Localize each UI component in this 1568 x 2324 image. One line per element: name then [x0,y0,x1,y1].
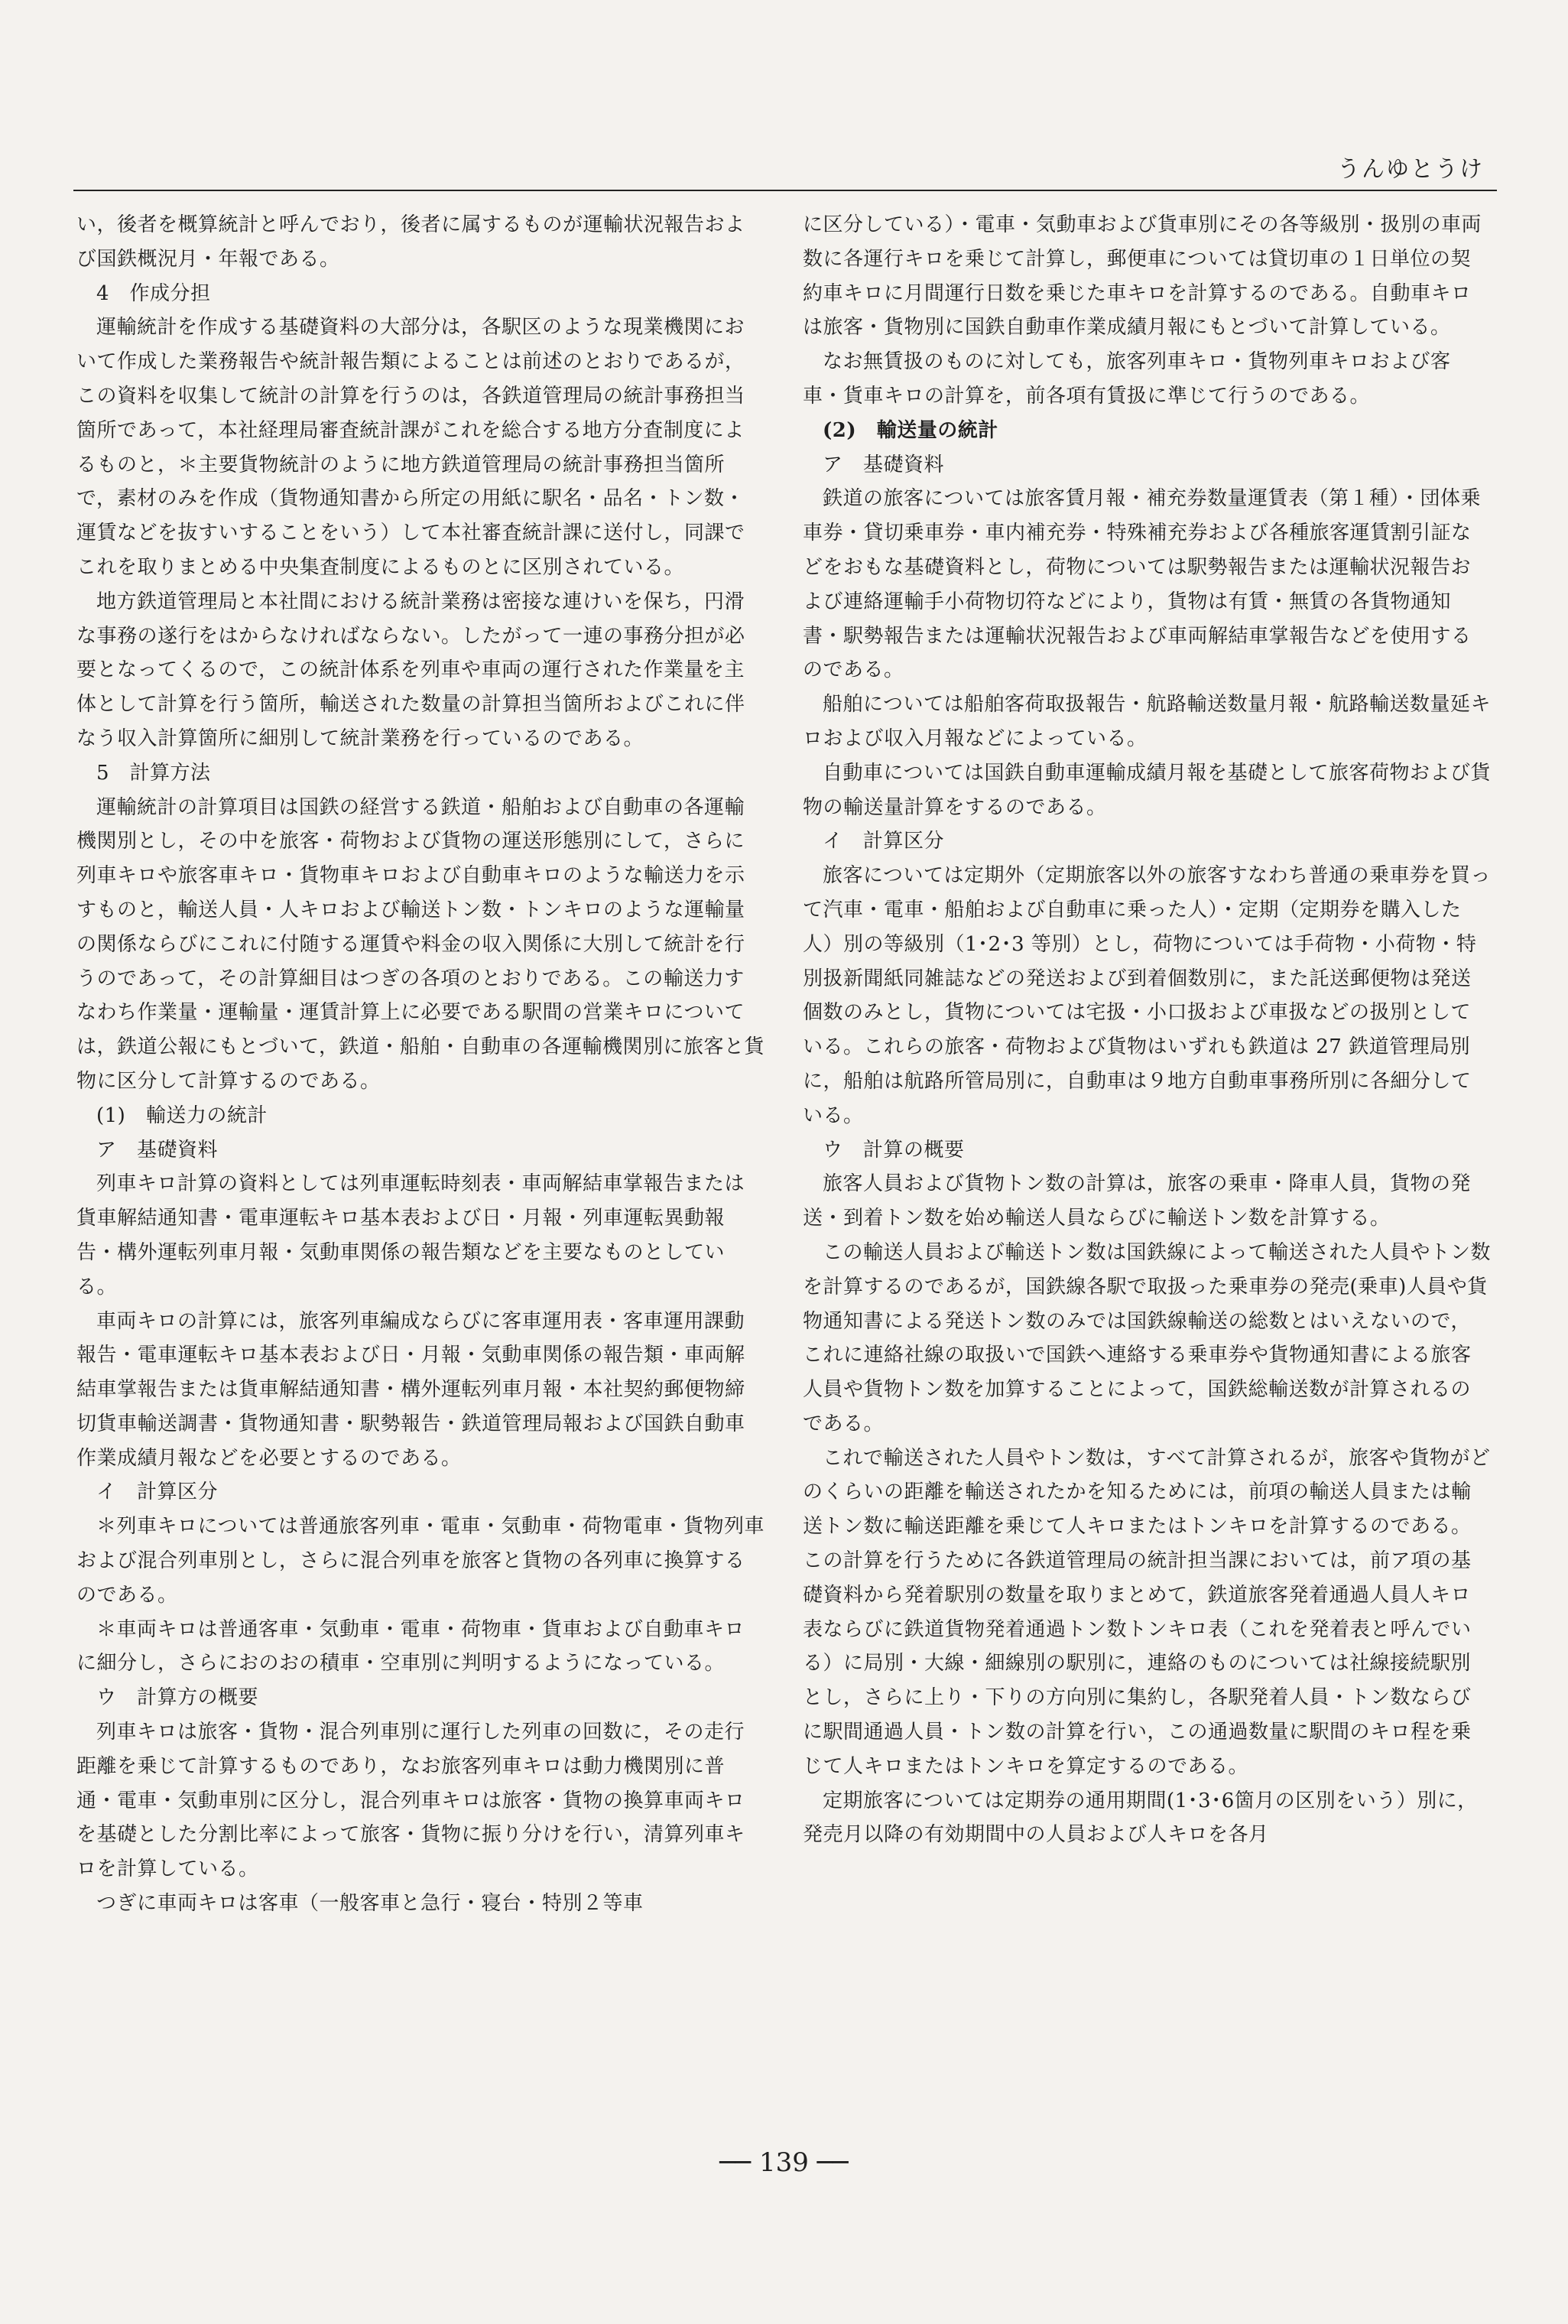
paragraph: 運輸統計を作成する基礎資料の大部分は，各駅区のような現業機関において作成した業務報告や統計報告類によることは前述のとおりであるが，この資料を収集して統計の計算を行うのは，各鉄道管理局の統計事務担当箇所であって，本社経理局審査統計課がこれを総合する地方分査制度によるものと，＊主要貨物統計のように地方鉄道管理局の統計事務担当箇所で，素材のみを作成（貨物通知書から所定の用紙に駅名・品名・トン数・運賃などを抜すいすることをいう）して本社審査統計課に送付し，同課でこれを取りまとめる中央集査制度によるものとに区別されている。 [76,316,745,579]
paragraph: つぎに車両キロは客車（一般客車と急行・寝台・特別２等車 [96,1892,644,1916]
running-header: うんゆとうけ [1337,156,1484,183]
paragraph: 鉄道の旅客については旅客賃月報・補充券数量運賃表（第１種）・団体乗車券・貸切乗車券・車内補充券・特殊補充券および各種旅客運賃割引証などをおもな基礎資料とし，荷物については駅勢報告または運輸状況報告および連絡運輸手小荷物切符などにより，貨物は有賃・無賃の各貨物通知書・駅勢報告または運輸状況報告および車両解結車掌報告などを使用するのである。 [803,487,1481,682]
paragraph: 自動車については国鉄自動車運輸成績月報を基礎として旅客荷物および貨物の輸送量計算をするのである。 [803,761,1491,819]
header-rule [73,190,1497,191]
paragraph: ＊列車キロについては普通旅客列車・電車・気動車・荷物電車・貨物列車および混合列車別とし，さらに混合列車を旅客と貨物の各列車に換算するのである。 [76,1515,765,1607]
paragraph: 列車キロは旅客・貨物・混合列車別に運行した列車の回数に，その走行距離を乗じて計算するものであり，なお旅客列車キロは動力機関別に普通・電車・気動車別に区分し，混合列車キロは旅客・貨物の換算車両キロを基礎とした分割比率によって旅客・貨物に振り分けを行い，清算列車キロを計算している。 [76,1721,745,1881]
page-number: ── 139 ── [719,2147,849,2178]
section-heading: 4 作成分担 [96,281,211,305]
paragraph: 車両キロの計算には，旅客列車編成ならびに客車運用表・客車運用課動報告・電車運転キロ基本表および日・月報・気動車関係の報告類・車両解結車掌報告または貨車解結通知書・構外運転列車月報・本社契約郵便物締切貨車輸送調書・貨物通知書・駅勢報告・鉄道管理局報および国鉄自動車作業成績月報などを必要とするのである。 [76,1309,745,1470]
paragraph: これで輸送された人員やトン数は，すべて計算されるが，旅客や貨物がどのくらいの距離を輸送されたかを知るためには，前項の輸送人員または輸送トン数に輸送距離を乗じて人キロまたはトンキロを計算するのである。この計算を行うために各鉄道管理局の統計担当課においては，前ア項の基礎資料から発着駅別の数量を取りまとめて，鉄道旅客発着通過人員人キロ表ならびに鉄道貨物発着通過トン数トンキロ表（これを発着表と呼んでいる）に局別・大線・細線別の駅別に，連絡のものについては社線接続駅別とし，さらに上り・下りの方向別に集約し，各駅発着人員・トン数ならびに駅間通過人員・トン数の計算を行い，この通過数量に駅間のキロ程を乗じて人キロまたはトンキロを算定するのである。 [803,1446,1491,1778]
paragraph: 旅客については定期外（定期旅客以外の旅客すなわち普通の乗車券を買って汽車・電車・船舶および自動車に乗った人）・定期（定期券を購入した人）別の等級別（1･2･3 等別）とし，荷物については手荷物・小荷物・特別扱新聞紙同雑誌などの発送および到着個数別に，また託送郵便物は発送個数のみとし，貨物については宅扱・小口扱および車扱などの扱別としている。これらの旅客・荷物および貨物はいずれも鉄道は 27 鉄道管理局別に，船舶は航路所管局別に，自動車は９地方自動車事務所別に各細分している。 [803,864,1491,1127]
paragraph: なお無賃扱のものに対しても，旅客列車キロ・貨物列車キロおよび客車・貨車キロの計算を，前各項有賃扱に準じて行うのである。 [803,350,1451,408]
paragraph: 運輸統計の計算項目は国鉄の経営する鉄道・船舶および自動車の各運輸機関別とし，その中を旅客・荷物および貨物の運送形態別にして，さらに列車キロや旅客車キロ・貨物車キロおよび自動車キロのような輸送力を示すものと，輸送人員・人キロおよび輸送トン数・トンキロのような運輸量の関係ならびにこれに付随する運賃や料金の収入関係に大別して統計を行うのであって，その計算細目はつぎの各項のとおりである。この輸送力すなわち作業量・運輸量・運賃計算上に必要である駅間の営業キロについては，鉄道公報にもとづいて，鉄道・船舶・自動車の各運輸機関別に旅客と貨物に区分して計算するのである。 [76,795,765,1093]
paragraph: この輸送人員および輸送トン数は国鉄線によって輸送された人員やトン数を計算するのであるが，国鉄線各駅で取扱った乗車券の発売(乗車)人員や貨物通知書による発送トン数のみでは国鉄線輸送の総数とはいえないので，これに連絡社線の取扱いで国鉄へ連絡する乗車券や貨物通知書による旅客人員や貨物トン数を加算することによって，国鉄総輸送数が計算されるのである。 [803,1240,1491,1435]
paragraph: ＊車両キロは普通客車・気動車・電車・荷物車・貨車および自動車キロに細分し，さらにおのおの積車・空車別に判明するようになっている。 [76,1617,745,1676]
section-heading: (1) 輸送力の統計 [96,1103,268,1127]
left-column [76,208,765,1921]
paragraph: 地方鉄道管理局と本社間における統計業務は密接な連けいを保ち，円滑な事務の遂行をはからなければならない。したがって一連の事務分担が必要となってくるので，この統計体系を列車や車両の運行された作業量を主体として計算を行う箇所，輸送された数量の計算担当箇所およびこれに伴なう収入計算箇所に細別して統計業務を行っているのである。 [76,590,745,750]
section-heading: (2) 輸送量の統計 [823,418,998,442]
paragraph: 船舶については船舶客荷取扱報告・航路輸送数量月報・航路輸送数量延キロおよび収入月報などによっている。 [803,693,1491,750]
paragraph: 旅客人員および貨物トン数の計算は，旅客の乗車・降車人員，貨物の発送・到着トン数を始め輸送人員ならびに輸送トン数を計算する。 [803,1172,1472,1230]
section-heading: 5 計算方法 [96,761,211,785]
paragraph: い，後者を概算統計と呼んでおり，後者に属するものが運輸状況報告および国鉄概況月・年報である。 [76,213,745,271]
section-heading: ウ 計算の概要 [823,1138,965,1162]
section-heading: イ 計算区分 [823,830,945,853]
section-heading: イ 計算区分 [96,1481,219,1504]
section-heading: ア 基礎資料 [823,453,945,476]
paragraph: に区分している）・電車・気動車および貨車別にその各等級別・扱別の車両数に各運行キロを乗じて計算し，郵便車については貸切車の１日単位の契約車キロに月間運行日数を乗じた車キロを計算するのである。自動車キロは旅客・貨物別に国鉄自動車作業成績月報にもとづいて計算している。 [803,213,1482,340]
right-column [803,208,1491,1852]
section-heading: ア 基礎資料 [96,1138,219,1162]
paragraph: 列車キロ計算の資料としては列車運転時刻表・車両解結車掌報告または貨車解結通知書・電車運転キロ基本表および日・月報・列車運転異動報告・構外運転列車月報・気動車関係の報告類などを主要なものとしている。 [76,1172,745,1299]
section-heading: ウ 計算方の概要 [96,1686,259,1710]
paragraph: 定期旅客については定期券の通用期間(1･3･6箇月の区別をいう）別に，発売月以降の有効期間中の人員および人キロを各月 [803,1789,1478,1847]
